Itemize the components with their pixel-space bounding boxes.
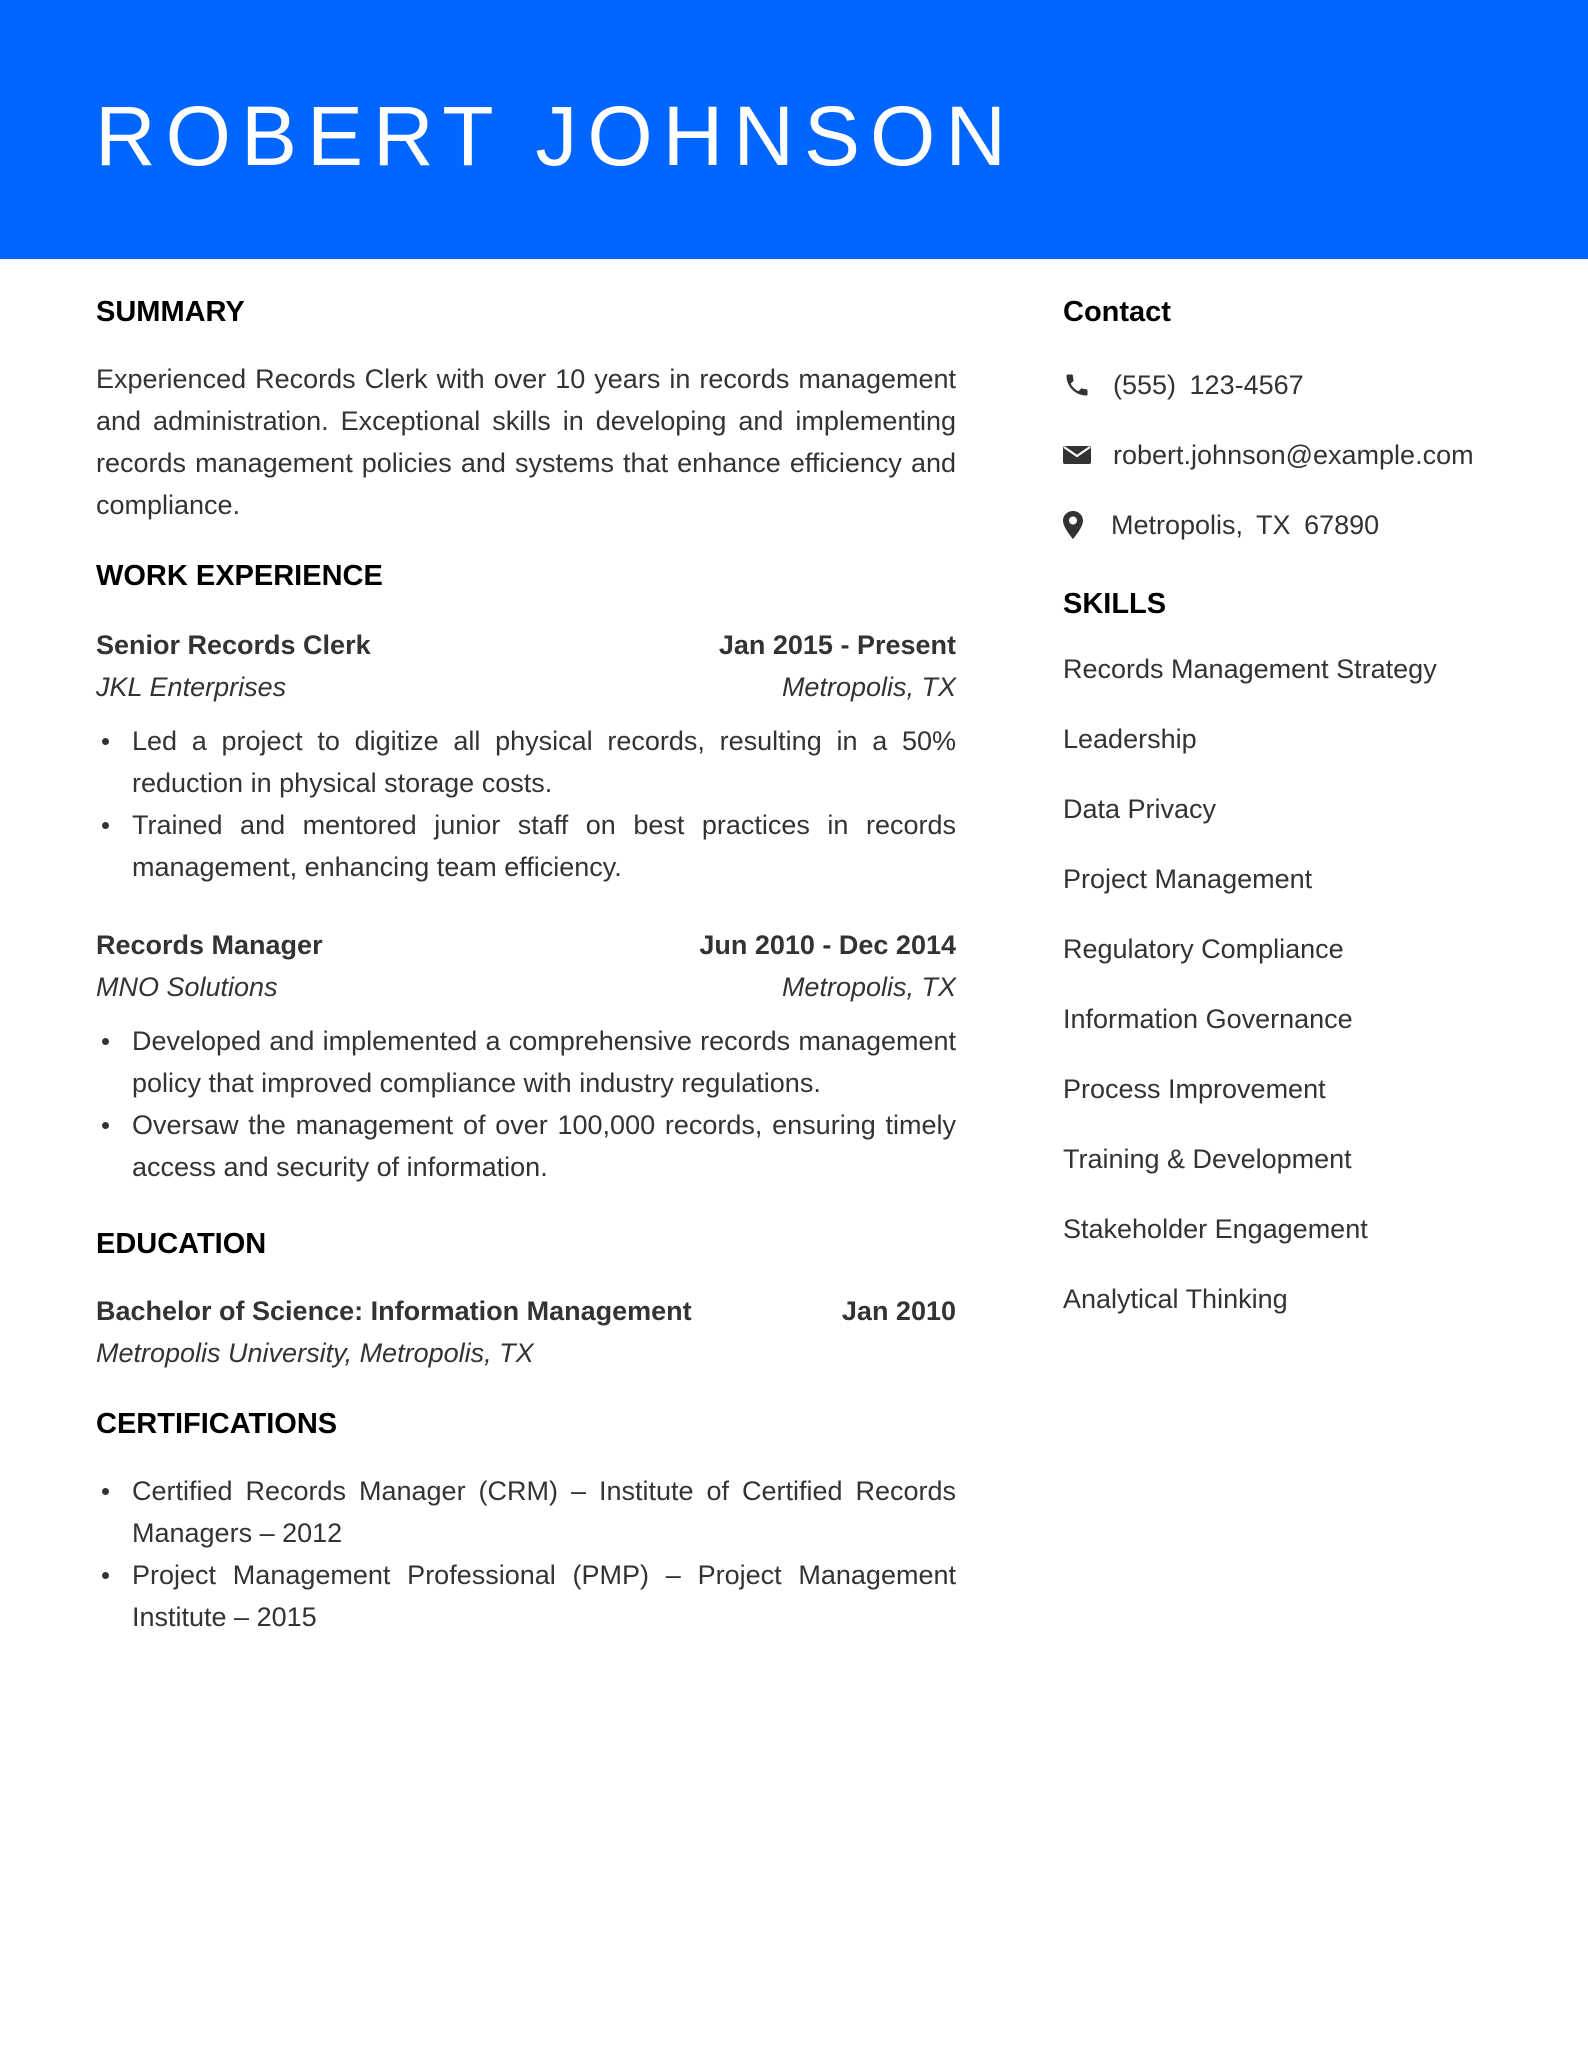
header-banner: [0, 0, 1588, 259]
job-bullet: Led a project to digitize all physical records, resulting in a 50% reduction in physical storage costs.: [132, 720, 956, 804]
job-bullet: Developed and implemented a comprehensive records management policy that improved compliance with industry regulations.: [132, 1020, 956, 1104]
job-company: MNO Solutions: [96, 972, 278, 1002]
sidebar-column: [1063, 292, 1563, 1348]
contact-phone: [1063, 364, 1563, 406]
skill-item: Stakeholder Engagement: [1063, 1214, 1368, 1244]
summary-text: Experienced Records Clerk with over 10 years in records management and administration. Exceptional skills in developing and implementing records management policies and systems that enhance efficiency and compliance.: [96, 364, 956, 520]
candidate-name: ROBERT JOHNSON: [95, 89, 1017, 183]
education-entry: [96, 1290, 956, 1374]
skill-item: Training & Development: [1063, 1144, 1352, 1174]
skill-item: Process Improvement: [1063, 1074, 1326, 1104]
job-bullets: [96, 1020, 956, 1188]
education-date: Jan 2010: [841, 1296, 956, 1326]
job-bullets: [96, 720, 956, 888]
main-column: [96, 292, 956, 1638]
job-bullet: Oversaw the management of over 100,000 records, ensuring timely access and security of information.: [132, 1104, 956, 1188]
phone-icon: [1063, 370, 1093, 400]
job-dates: Jun 2010 - Dec 2014: [699, 930, 956, 960]
skills-list: [1063, 648, 1563, 1320]
skill-item: Leadership: [1063, 724, 1197, 754]
education-school: Metropolis University, Metropolis, TX: [96, 1338, 534, 1368]
skill-item: Information Governance: [1063, 1004, 1353, 1034]
contact-location-text: Metropolis, TX 67890: [1111, 510, 1380, 540]
certifications-list: [96, 1470, 956, 1638]
skill-item: Analytical Thinking: [1063, 1284, 1288, 1314]
job-bullet: Trained and mentored junior staff on best practices in records management, enhancing team efficiency.: [132, 804, 956, 888]
skill-item: Records Management Strategy: [1063, 654, 1437, 684]
skill-item: Project Management: [1063, 864, 1313, 894]
job-dates: Jan 2015 - Present: [718, 630, 956, 660]
education-degree: Bachelor of Science: Information Management: [96, 1296, 692, 1326]
education-heading: EDUCATION: [96, 1228, 267, 1260]
certification-item: Certified Records Manager (CRM) – Institute of Certified Records Managers – 2012: [132, 1470, 956, 1554]
job-location: Metropolis, TX: [781, 972, 956, 1002]
summary-heading: SUMMARY: [96, 296, 245, 328]
job-title: Records Manager: [96, 930, 323, 960]
work-experience-heading: WORK EXPERIENCE: [96, 560, 383, 592]
job-location: Metropolis, TX: [781, 672, 956, 702]
contact-email-text: robert.johnson@example.com: [1113, 440, 1474, 470]
skill-item: Data Privacy: [1063, 794, 1217, 824]
envelope-icon: [1063, 440, 1093, 470]
certifications-heading: CERTIFICATIONS: [96, 1408, 338, 1440]
contact-heading: Contact: [1063, 296, 1171, 328]
skills-heading: SKILLS: [1063, 588, 1167, 620]
job-entry: [96, 924, 956, 1188]
job-title: Senior Records Clerk: [96, 630, 371, 660]
map-marker-icon: [1063, 510, 1087, 540]
contact-list: [1063, 364, 1563, 546]
job-company: JKL Enterprises: [96, 672, 287, 702]
contact-email: [1063, 434, 1563, 476]
skill-item: Regulatory Compliance: [1063, 934, 1344, 964]
contact-location: [1063, 504, 1563, 546]
contact-phone-text: (555) 123-4567: [1113, 370, 1304, 400]
certification-item: Project Management Professional (PMP) – Project Management Institute – 2015: [132, 1554, 956, 1638]
job-entry: [96, 624, 956, 888]
